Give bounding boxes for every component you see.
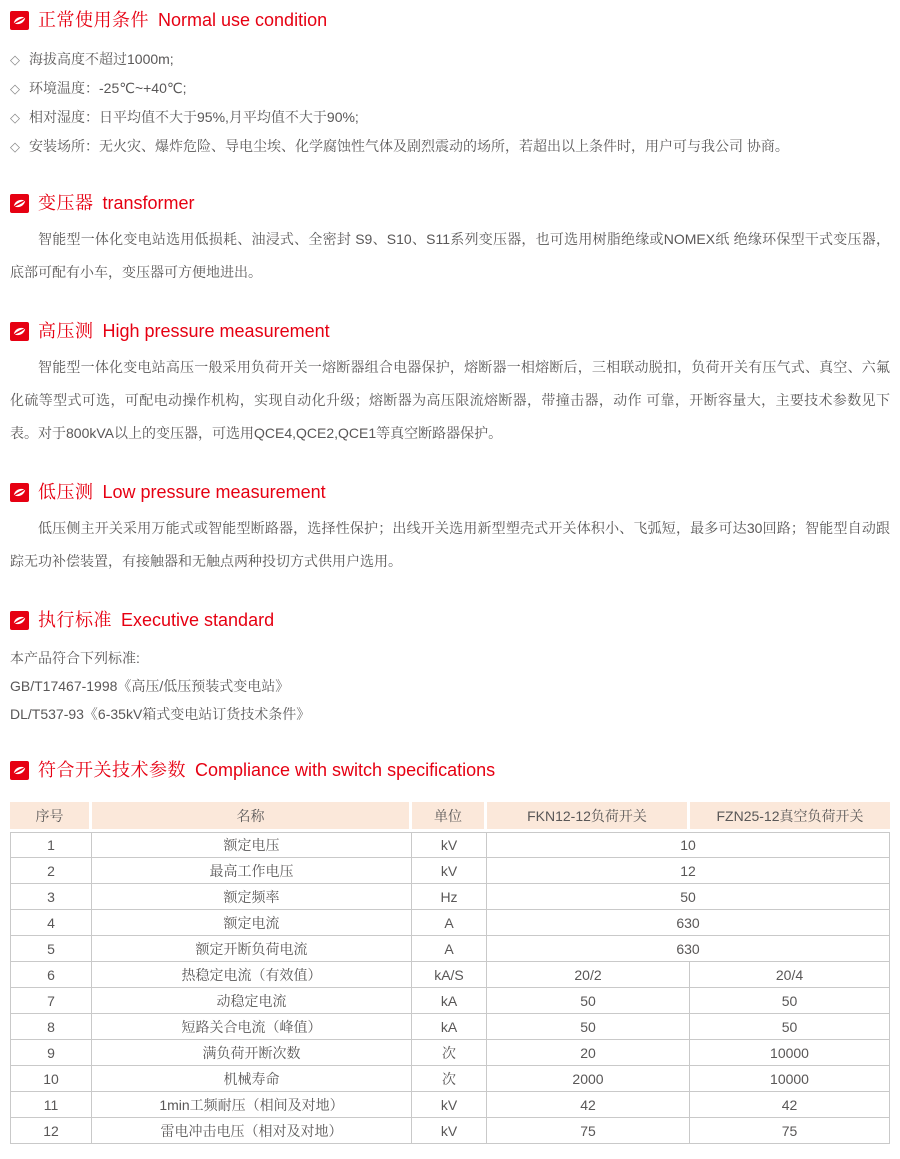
section-paragraph: 智能型一体化变电站高压一般采用负荷开关一熔断器组合电器保护，熔断器一相熔断后，三相联动脱扣，负荷开关有压气式、真空、六氟化硫等型式可选，可配电动操作机构，实现自动化升级；熔断器为高压限流熔断器，带撞击器，动作 可靠，开断容量大，主要技术参数见下表。对于800kVA以上的变压器，可选用QCE4,QCE2,QCE1等真空断路器保护。 <box>10 359 890 441</box>
row-number-cell: 12 <box>10 1118 92 1144</box>
unit-cell: A <box>412 936 487 962</box>
standard-line <box>10 644 890 672</box>
standards-list <box>10 644 890 728</box>
spec-column-header: 单位 <box>412 802 487 832</box>
list-item-text: DL/T537-93《6-35kV箱式变电站订货技术条件》 <box>10 706 311 722</box>
section-heading-normal-use <box>10 8 890 32</box>
row-number-cell: 1 <box>10 832 92 858</box>
list-item-text: 环境温度：-25℃~+40℃; <box>29 80 187 96</box>
shared-value-cell: 630 <box>487 910 890 936</box>
fzn-value-cell: 10000 <box>690 1066 890 1092</box>
section-switch-specs <box>10 758 890 1144</box>
bullet-list <box>10 45 890 161</box>
fkn-value-cell: 50 <box>487 1014 690 1040</box>
section-title-zh: 符合开关技术参数 <box>38 760 186 780</box>
spec-column-header: FKN12-12负荷开关 <box>487 802 690 832</box>
section-title-zh: 正常使用条件 <box>38 10 149 30</box>
fzn-value-cell: 10000 <box>690 1040 890 1066</box>
fkn-value-cell: 42 <box>487 1092 690 1118</box>
section-title-zh: 变压器 <box>38 193 94 213</box>
param-name-cell: 短路关合电流（峰值） <box>92 1014 412 1040</box>
spec-column-header: 序号 <box>10 802 92 832</box>
param-name-cell: 雷电冲击电压（相对及对地） <box>92 1118 412 1144</box>
table-row <box>10 988 890 1014</box>
section-heading-high-pressure <box>10 319 890 343</box>
param-name-cell: 最高工作电压 <box>92 858 412 884</box>
section-high-pressure <box>10 319 890 450</box>
section-title-zh: 执行标准 <box>38 610 112 630</box>
section-paragraph: 低压侧主开关采用万能式或智能型断路器，选择性保护；出线开关选用新型塑壳式开关体积小、飞弧短，最多可达30回路；智能型自动跟踪无功补偿装置，有接触器和无触点两种投切方式供用户选用。 <box>10 520 890 569</box>
red-swoosh-icon <box>10 761 29 780</box>
table-row <box>10 910 890 936</box>
unit-cell: kV <box>412 1092 487 1118</box>
unit-cell: kV <box>412 858 487 884</box>
section-heading-executive-standard <box>10 608 890 632</box>
table-row <box>10 936 890 962</box>
shared-value-cell: 630 <box>487 936 890 962</box>
fzn-value-cell: 50 <box>690 988 890 1014</box>
section-heading-low-pressure <box>10 480 890 504</box>
bullet-item <box>10 45 890 74</box>
section-title-en: Normal use condition <box>158 10 328 30</box>
row-number-cell: 3 <box>10 884 92 910</box>
param-name-cell: 1min工频耐压（相间及对地） <box>92 1092 412 1118</box>
unit-cell: kA/S <box>412 962 487 988</box>
table-row <box>10 1066 890 1092</box>
row-number-cell: 2 <box>10 858 92 884</box>
table-row <box>10 1014 890 1040</box>
spec-table-body <box>10 832 890 1144</box>
section-title-en: High pressure measurement <box>102 321 330 341</box>
row-number-cell: 4 <box>10 910 92 936</box>
param-name-cell: 热稳定电流（有效值） <box>92 962 412 988</box>
list-item-text: 本产品符合下列标准: <box>10 650 140 666</box>
spec-table <box>10 802 890 1144</box>
param-name-cell: 动稳定电流 <box>92 988 412 1014</box>
param-name-cell: 额定频率 <box>92 884 412 910</box>
spec-column-header: 名称 <box>92 802 412 832</box>
param-name-cell: 额定电流 <box>92 910 412 936</box>
unit-cell: kA <box>412 1014 487 1040</box>
section-heading-switch-specs <box>10 758 890 782</box>
row-number-cell: 5 <box>10 936 92 962</box>
spec-column-header: FZN25-12真空负荷开关 <box>690 802 890 832</box>
table-row <box>10 1118 890 1144</box>
bullet-item <box>10 103 890 132</box>
red-swoosh-icon <box>10 322 29 341</box>
section-normal-use <box>10 8 890 161</box>
unit-cell: 次 <box>412 1066 487 1092</box>
fzn-value-cell: 50 <box>690 1014 890 1040</box>
fkn-value-cell: 2000 <box>487 1066 690 1092</box>
table-row <box>10 962 890 988</box>
section-title-zh: 低压测 <box>38 482 94 502</box>
row-number-cell: 8 <box>10 1014 92 1040</box>
param-name-cell: 额定电压 <box>92 832 412 858</box>
standard-line <box>10 700 890 728</box>
bullet-item <box>10 132 890 161</box>
fkn-value-cell: 20/2 <box>487 962 690 988</box>
shared-value-cell: 10 <box>487 832 890 858</box>
section-title-en: Executive standard <box>121 610 275 630</box>
shared-value-cell: 12 <box>487 858 890 884</box>
red-swoosh-icon <box>10 483 29 502</box>
unit-cell: 次 <box>412 1040 487 1066</box>
param-name-cell: 机械寿命 <box>92 1066 412 1092</box>
shared-value-cell: 50 <box>487 884 890 910</box>
diamond-bullet-icon: ◇ <box>10 110 20 125</box>
table-row <box>10 1040 890 1066</box>
unit-cell: kA <box>412 988 487 1014</box>
unit-cell: kV <box>412 832 487 858</box>
section-low-pressure <box>10 480 890 578</box>
row-number-cell: 10 <box>10 1066 92 1092</box>
fzn-value-cell: 42 <box>690 1092 890 1118</box>
section-title-zh: 高压测 <box>38 321 94 341</box>
bullet-item <box>10 74 890 103</box>
diamond-bullet-icon: ◇ <box>10 139 20 154</box>
fkn-value-cell: 20 <box>487 1040 690 1066</box>
red-swoosh-icon <box>10 11 29 30</box>
row-number-cell: 7 <box>10 988 92 1014</box>
table-row <box>10 884 890 910</box>
section-heading-transformer <box>10 191 890 215</box>
fzn-value-cell: 20/4 <box>690 962 890 988</box>
fkn-value-cell: 50 <box>487 988 690 1014</box>
section-title-en: Compliance with switch specifications <box>195 760 496 780</box>
section-paragraph: 智能型一体化变电站选用低损耗、油浸式、全密封 S9、S10、S11系列变压器，也可选用树脂绝缘或NOMEX纸 绝缘环保型干式变压器，底部可配有小车，变压器可方便地进出。 <box>10 231 890 280</box>
list-item-text: 相对湿度：日平均值不大于95%,月平均值不大于90%; <box>29 109 359 125</box>
param-name-cell: 满负荷开断次数 <box>92 1040 412 1066</box>
diamond-bullet-icon: ◇ <box>10 52 20 67</box>
red-swoosh-icon <box>10 611 29 630</box>
section-title-en: Low pressure measurement <box>102 482 326 502</box>
section-title-en: transformer <box>102 193 195 213</box>
standard-line <box>10 672 890 700</box>
diamond-bullet-icon: ◇ <box>10 81 20 96</box>
table-row <box>10 858 890 884</box>
spec-table-header <box>10 802 890 832</box>
red-swoosh-icon <box>10 194 29 213</box>
row-number-cell: 11 <box>10 1092 92 1118</box>
fzn-value-cell: 75 <box>690 1118 890 1144</box>
section-executive-standard <box>10 608 890 728</box>
table-row <box>10 1092 890 1118</box>
table-row <box>10 832 890 858</box>
section-transformer <box>10 191 890 289</box>
unit-cell: kV <box>412 1118 487 1144</box>
list-item-text: GB/T17467-1998《高压/低压预装式变电站》 <box>10 678 290 694</box>
unit-cell: A <box>412 910 487 936</box>
row-number-cell: 9 <box>10 1040 92 1066</box>
list-item-text: 安装场所：无火灾、爆炸危险、导电尘埃、化学腐蚀性气体及剧烈震动的场所，若超出以上条件时，用户可与我公司 协商。 <box>29 138 789 154</box>
row-number-cell: 6 <box>10 962 92 988</box>
unit-cell: Hz <box>412 884 487 910</box>
fkn-value-cell: 75 <box>487 1118 690 1144</box>
param-name-cell: 额定开断负荷电流 <box>92 936 412 962</box>
list-item-text: 海拔高度不超过1000m; <box>29 51 174 67</box>
